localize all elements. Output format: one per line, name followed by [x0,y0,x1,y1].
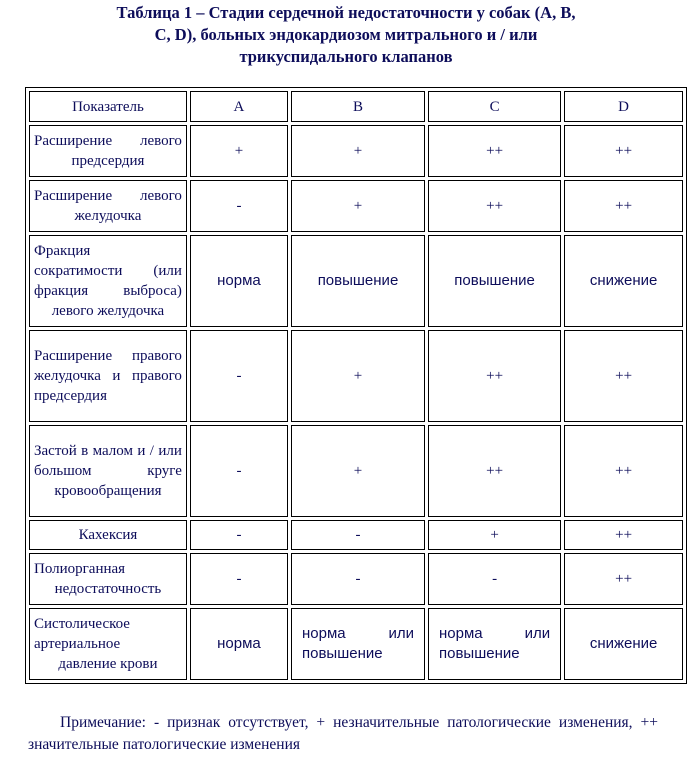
stage-a-cell: - [190,425,288,517]
stage-a-cell: норма [190,608,288,680]
table-row [29,330,683,422]
stage-c-cell: + [428,520,561,550]
stage-d-cell: ++ [564,180,683,232]
indicator-cell: Расширение левого предсердия [29,125,187,177]
stage-c-cell: повышение [428,235,561,327]
stage-d-cell: ++ [564,330,683,422]
stage-b-cell: повышение [291,235,425,327]
table-row [29,235,683,327]
stage-d-cell: ++ [564,125,683,177]
stage-b-cell: + [291,425,425,517]
table-note: Примечание: - признак отсутствует, + незначительные патологические изменения, ++ значительные патологические изменения [28,714,658,753]
header-stage-d: D [564,91,683,122]
stage-a-cell: - [190,330,288,422]
stage-a-cell: - [190,180,288,232]
stage-c-cell: норма или повышение [428,608,561,680]
stage-d-cell: ++ [564,553,683,605]
table-caption [0,2,692,68]
stage-c-cell: ++ [428,180,561,232]
caption-line-1: Таблица 1 – Стадии сердечной недостаточности у собак (A, B, [116,3,576,22]
stage-c-cell: - [428,553,561,605]
stage-c-cell: ++ [428,330,561,422]
stage-a-cell: норма [190,235,288,327]
stage-c-cell: ++ [428,425,561,517]
indicator-cell: Расширение левого желудочка [29,180,187,232]
stage-d-cell: ++ [564,425,683,517]
stage-d-cell: ++ [564,520,683,550]
stage-b-cell: + [291,330,425,422]
header-stage-c: C [428,91,561,122]
table-row [29,425,683,517]
caption-line-2: C, D), больных эндокардиозом митрального и / или [154,25,538,44]
indicator-cell: Кахексия [29,520,187,550]
stage-c-cell: ++ [428,125,561,177]
header-row [29,91,683,122]
indicator-cell: Фракция сократимости (или фракция выброса) левого желудочка [29,235,187,327]
stage-b-cell: + [291,125,425,177]
stage-d-cell: снижение [564,235,683,327]
stage-a-cell: + [190,125,288,177]
header-stage-a: A [190,91,288,122]
table-row [29,553,683,605]
caption-line-3: трикуспидального клапанов [239,47,453,66]
indicator-cell: Застой в малом и / или большом круге кровообращения [29,425,187,517]
stage-a-cell: - [190,520,288,550]
heart-failure-stages-table [25,87,687,684]
header-stage-b: B [291,91,425,122]
table-row [29,125,683,177]
table-row [29,520,683,550]
indicator-cell: Полиорганная недостаточность [29,553,187,605]
stage-d-cell: снижение [564,608,683,680]
indicator-cell: Расширение правого желудочка и правого предсердия [29,330,187,422]
table-row [29,180,683,232]
stage-a-cell: - [190,553,288,605]
table-row [29,608,683,680]
stage-b-cell: - [291,520,425,550]
indicator-cell: Систолическое артериальное давление крови [29,608,187,680]
stage-b-cell: - [291,553,425,605]
header-indicator: Показатель [29,91,187,122]
stage-b-cell: норма или повышение [291,608,425,680]
stage-b-cell: + [291,180,425,232]
